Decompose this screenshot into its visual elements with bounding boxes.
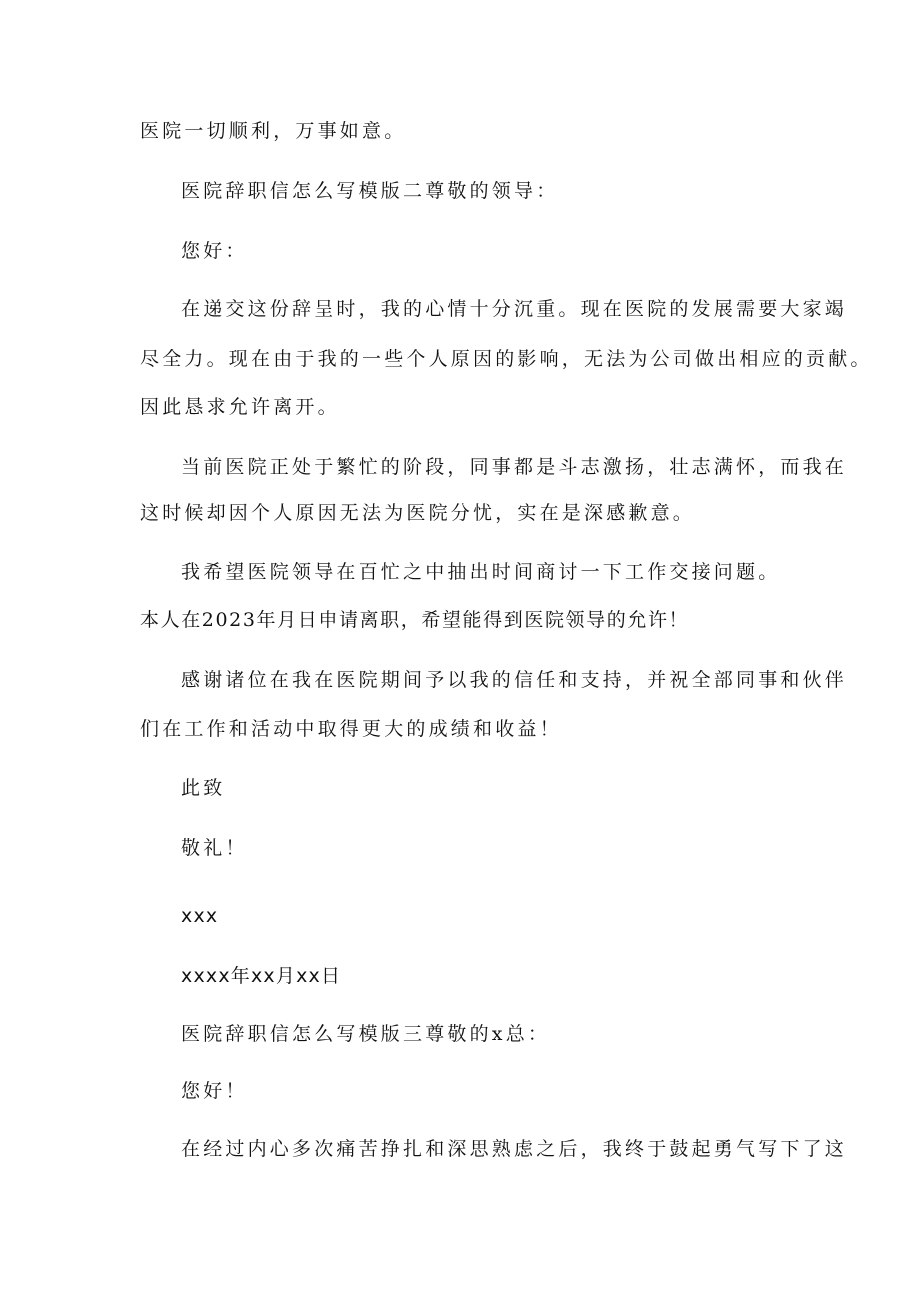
paragraph-line: 本人在2023年月日申请离职，希望能得到医院领导的允许！ — [140, 609, 690, 631]
salutation-line: 敬礼！ — [181, 837, 248, 859]
paragraph-line: 在递交这份辞呈时，我的心情十分沉重。现在医院的发展需要大家竭 — [181, 298, 848, 320]
paragraph-line: 们在工作和活动中取得更大的成绩和收益！ — [140, 718, 562, 740]
greeting-line: 您好： — [181, 240, 248, 262]
paragraph-line: 感谢诸位在我在医院期间予以我的信任和支持，并祝全部同事和伙伴 — [181, 669, 848, 691]
section-heading-template-3: 医院辞职信怎么写模版三尊敬的x总： — [181, 1023, 551, 1045]
text-line-1: 医院一切顺利，万事如意。 — [140, 120, 407, 142]
paragraph-line: 我希望医院领导在百忙之中抽出时间商讨一下工作交接问题。 — [181, 561, 781, 583]
paragraph-line: 因此恳求允许离开。 — [140, 396, 340, 418]
signature-name: xxx — [181, 905, 219, 927]
signature-date: xxxx年xx月xx日 — [181, 965, 342, 987]
closing-line: 此致 — [181, 777, 226, 799]
paragraph-line: 尽全力。现在由于我的一些个人原因的影响，无法为公司做出相应的贡献。 — [140, 348, 873, 370]
paragraph-line: 在经过内心多次痛苦挣扎和深思熟虑之后，我终于鼓起勇气写下了这 — [181, 1138, 848, 1160]
greeting-line: 您好！ — [181, 1080, 248, 1102]
section-heading-template-2: 医院辞职信怎么写模版二尊敬的领导： — [181, 180, 559, 202]
paragraph-line: 这时候却因个人原因无法为医院分忧，实在是深感歉意。 — [140, 502, 696, 524]
paragraph-line: 当前医院正处于繁忙的阶段，同事都是斗志激扬，壮志满怀，而我在 — [181, 456, 848, 478]
